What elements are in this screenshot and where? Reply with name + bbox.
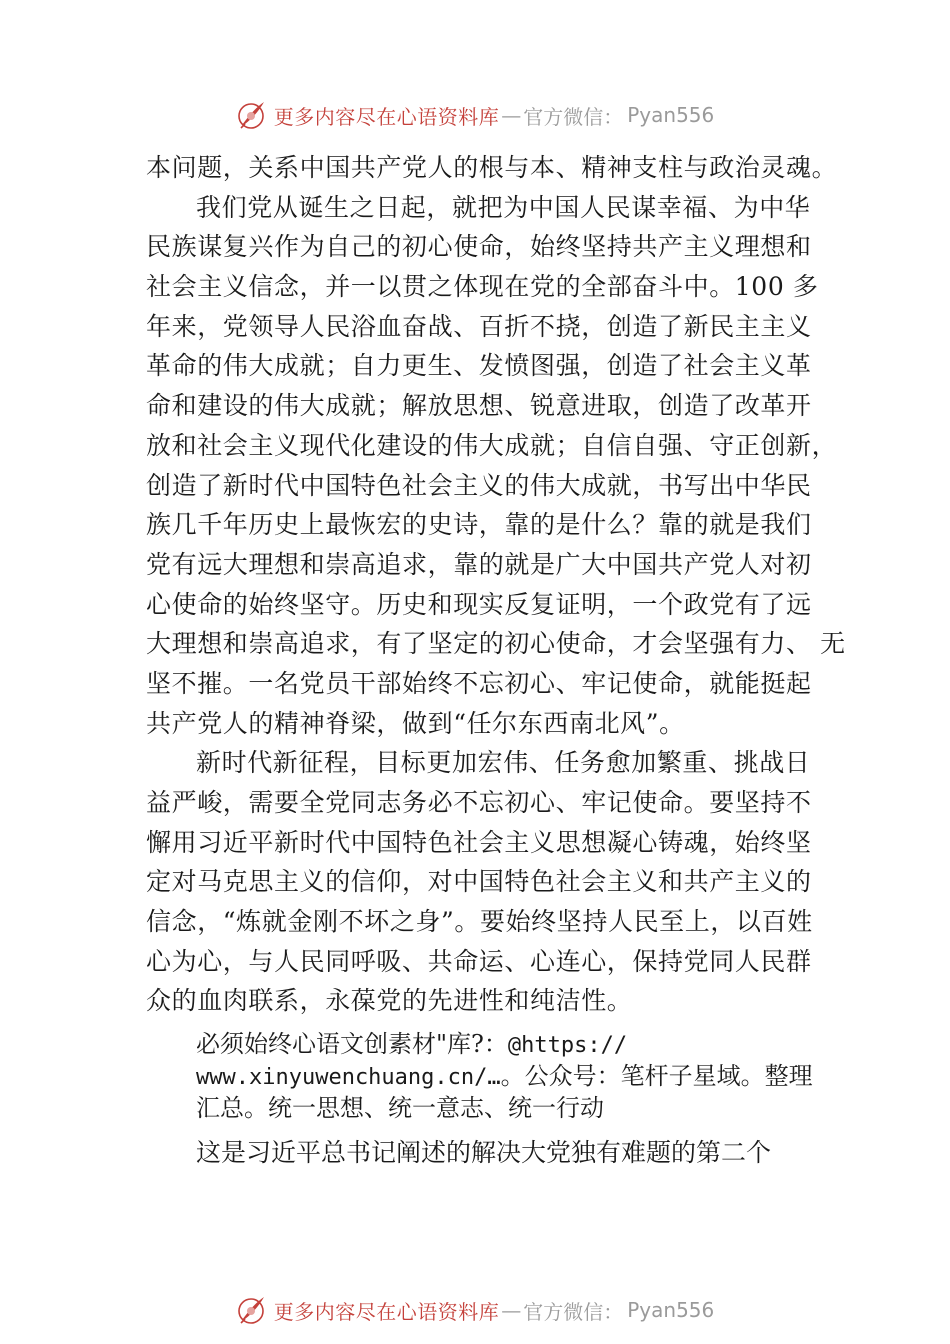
body-line: 党有远大理想和崇高追求，靠的就是广大中国共产党人对初	[146, 549, 812, 579]
body-line: 命和建设的伟大成就；解放思想、锐意进取，创造了改革开	[146, 391, 812, 421]
footer-wechat-id: Pyan556	[627, 1298, 715, 1322]
body-line: 革命的伟大成就；自力更生、发愤图强，创造了社会主义革	[146, 351, 812, 381]
body-line: 民族谋复兴作为自己的初心使命，始终坚持共产主义理想和	[146, 232, 812, 262]
body-line: 定对马克思主义的信仰，对中国特色社会主义和共产主义的	[146, 867, 812, 897]
body-line: 众的血肉联系，永葆党的先进性和纯洁性。	[146, 986, 633, 1016]
body-line: 懈用习近平新时代中国特色社会主义思想凝心铸魂，始终坚	[146, 827, 812, 857]
body-line: 年来，党领导人民浴血奋战、百折不挠，创造了新民主主义	[146, 311, 812, 341]
source-line-2	[196, 1060, 846, 1092]
body-line: 坚不摧。一名党员干部始终不忘初心、牢记使命，就能挺起	[146, 668, 812, 698]
body-line: 创造了新时代中国特色社会主义的伟大成就，书写出中华民	[146, 470, 812, 500]
header-wechat-label: 官方微信：	[523, 104, 624, 129]
source-text: 必须始终心语文创素材"库?：	[196, 1030, 508, 1058]
footer-wechat-label: 官方微信：	[523, 1299, 624, 1324]
header-banner	[0, 95, 950, 135]
body-line: 大理想和崇高追求，有了坚定的初心使命，才会坚强有力、 无	[146, 629, 846, 659]
footer-dash: —	[501, 1298, 522, 1322]
source-text: 。公众号：笔杆子星域。整理	[500, 1062, 813, 1090]
source-line-1	[196, 1028, 846, 1060]
body-line: 放和社会主义现代化建设的伟大成就；自信自强、守正创新，	[146, 430, 838, 460]
document-body	[146, 148, 846, 1021]
body-line: 心为心，与人民同呼吸、共命运、心连心，保持党同人民群	[146, 946, 812, 976]
quill-logo-icon	[236, 99, 268, 131]
body-line: 共产党人的精神脊梁，做到“任尔东西南北风”。	[146, 708, 685, 738]
footer-brand: 更多内容尽在心语资料库	[273, 1299, 500, 1324]
quill-logo-icon	[236, 1294, 268, 1326]
header-wechat-id: Pyan556	[627, 103, 715, 127]
body-line: 益严峻，需要全党同志务必不忘初心、牢记使命。要坚持不	[146, 788, 812, 817]
body-line: 本问题，关系中国共产党人的根与本、精神支柱与政治灵魂。	[146, 153, 838, 182]
body-line: 社会主义信念，并一以贯之体现在党的全部奋斗中。100 多	[146, 272, 819, 302]
footer-banner	[0, 1290, 950, 1330]
source-line-3: 汇总。统一思想、统一意志、统一行动	[196, 1094, 604, 1122]
body-last-line: 这是习近平总书记阐述的解决大党独有难题的第二个	[196, 1138, 772, 1167]
header-dash: —	[501, 103, 522, 127]
body-line: 我们党从诞生之日起，就把为中国人民谋幸福、为中华	[196, 192, 811, 222]
body-line: 心使命的始终坚守。历史和现实反复证明，一个政党有了远	[146, 589, 812, 619]
body-line: 信念，“炼就金刚不坏之身”。要始终坚持人民至上，以百姓	[146, 907, 813, 937]
body-line: 新时代新征程，目标更加宏伟、任务愈加繁重、挑战日	[196, 748, 811, 778]
body-line: 族几千年历史上最恢宏的史诗，靠的是什么？靠的就是我们	[146, 510, 812, 540]
source-url-part[interactable]: @https://	[507, 1033, 628, 1058]
source-block	[196, 1028, 846, 1124]
source-url[interactable]: www.xinyuwenchuang.cn/…	[196, 1065, 501, 1090]
header-brand: 更多内容尽在心语资料库	[273, 104, 500, 129]
